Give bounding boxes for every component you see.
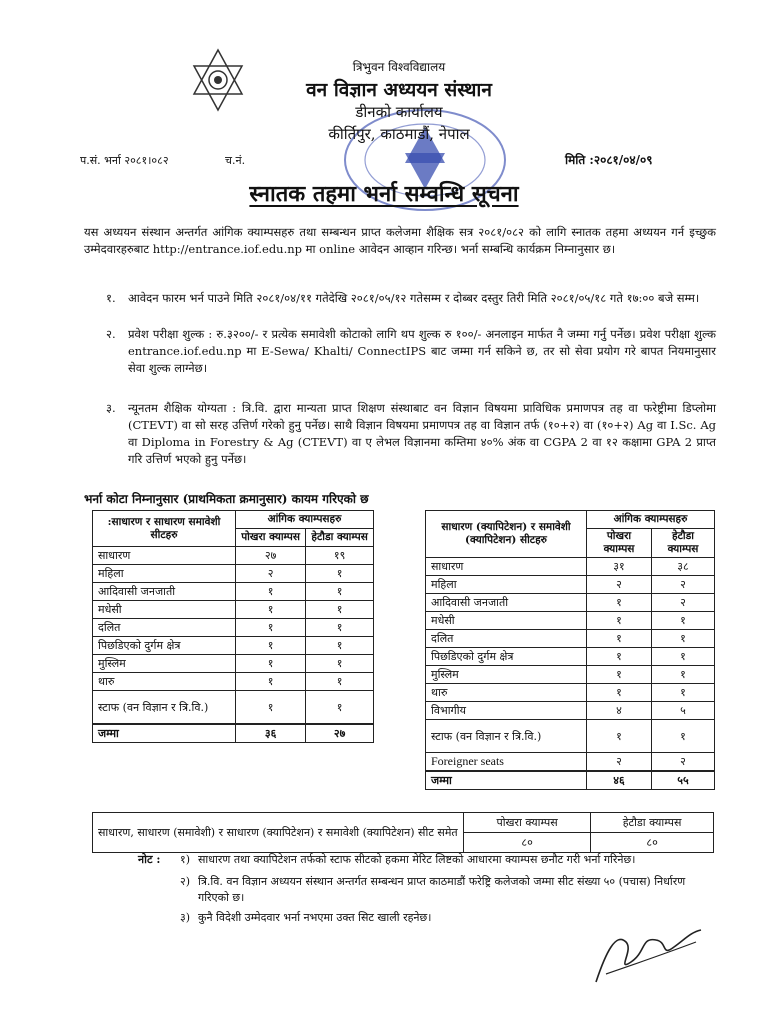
row-label: पिछडिएको दुर्गम क्षेत्र [426, 648, 587, 666]
total-pokhara: ४६ [587, 771, 652, 790]
cell-pokhara: १ [236, 637, 306, 655]
notice-title-text: स्नातक तहमा भर्ना सम्वन्धि सूचना [249, 181, 519, 207]
col-hetauda: हेटौडा क्याम्पस [651, 529, 714, 558]
cell-hetauda: १ [306, 655, 374, 673]
table-row-header: :साधारण र साधारण समावेशी सीटहरु [93, 511, 236, 547]
note-number: २) [180, 875, 191, 888]
row-label: दलित [93, 619, 236, 637]
note-text: त्रि.वि. वन विज्ञान अध्ययन संस्थान अन्तर्गत सम्बन्धन प्राप्त काठमाडौं फरेष्ट्रि कलेजको जम्मा सीट संख्या ५० (पचास) निर्धारण गरिएको छ। [198, 875, 686, 904]
dispatch-number: च.नं. [225, 154, 246, 167]
table-row [93, 583, 374, 601]
cell-hetauda: १ [651, 666, 714, 684]
item-text: प्रवेश परीक्षा शुल्क : रु.३२००/- र प्रत्येक समावेशी कोटाको लागि थप शुल्क रु १००/- अनलाइन मार्फत नै जम्मा गर्नु पर्नेछ। प्रवेश परीक्षा शुल्क entrance.iof.edu.np मा E-Sewa/ Khalti/ ConnectIPS बाट जम्मा गर्न सकिने छ, तर सो सेवा प्रयोग गरे बापत नियमानुसार सेवा शुल्क लाग्नेछ। [128, 327, 716, 375]
cell-pokhara: १ [236, 619, 306, 637]
item-min-qualification [106, 400, 716, 468]
cell-hetauda: १ [306, 673, 374, 691]
row-label: महिला [93, 565, 236, 583]
row-label: मधेसी [93, 601, 236, 619]
cell-hetauda: १ [306, 583, 374, 601]
university-name: त्रिभुवन विश्वविद्यालय [352, 60, 446, 74]
row-label: दलित [426, 630, 587, 648]
cell-hetauda: २ [651, 753, 714, 772]
table-row [93, 601, 374, 619]
table-row [426, 630, 715, 648]
cell-pokhara: ३१ [587, 558, 652, 576]
item-text: न्यूनतम शैक्षिक योग्यता : त्रि.वि. द्वारा मान्यता प्राप्त शिक्षण संस्थाबाट वन विज्ञान विषयमा प्राविधिक प्रमाणपत्र तह वा फरेष्ट्रीमा डिप्लोमा (CTEVT) वा सो सरह उत्तिर्ण गरेको हुनु पर्नेछ। साथै विज्ञान विषयमा प्रमाणपत्र तह वा विज्ञान तर्फ (१०+२) वा (१०+२) Ag वा I.Sc. Ag वा Diploma in Forestry & Ag (CTEVT) वा ए लेभल विज्ञानमा कम्तिमा ४०% अंक वा CGPA 2 वा १२ कक्षामा GPA 2 प्राप्त गरि उत्तिर्ण भएको हुनु पर्नेछ। [128, 401, 716, 466]
table-row [93, 619, 374, 637]
note-item [138, 852, 718, 868]
cell-hetauda: १ [651, 648, 714, 666]
total-hetauda: ५५ [651, 771, 714, 790]
row-label: साधारण [426, 558, 587, 576]
row-label: थारु [426, 684, 587, 702]
table-row-header: साधारण (क्यापिटेशन) र समावेशी (क्यापिटेशन) सीटहरु [426, 511, 587, 558]
table-total-row [426, 771, 715, 790]
total-hetauda: २७ [306, 724, 374, 743]
note-number: ३) [180, 911, 191, 924]
institute-name: वन विज्ञान अध्ययन संस्थान [306, 79, 492, 101]
cell-hetauda: ५ [651, 702, 714, 720]
row-label: पिछडिएको दुर्गम क्षेत्र [93, 637, 236, 655]
row-label: आदिवासी जनजाती [426, 594, 587, 612]
cell-pokhara: १ [236, 655, 306, 673]
note-text: साधारण तथा क्यापिटेशन तर्फको स्टाफ सीटको हकमा मेरिट लिष्टको आधारमा क्याम्पस छनौट गरी भर्ना गरिनेछ। [198, 853, 636, 866]
col-pokhara: पोखरा क्याम्पस [236, 529, 306, 547]
cell-pokhara: १ [587, 630, 652, 648]
handwritten-signature [586, 912, 716, 992]
table-row [426, 684, 715, 702]
cell-pokhara: १ [236, 601, 306, 619]
cell-pokhara: १ [236, 583, 306, 601]
total-pokhara: ३६ [236, 724, 306, 743]
intro-paragraph: यस अध्ययन संस्थान अन्तर्गत आंगिक क्याम्पसहरु तथा सम्बन्धन प्राप्त कलेजमा शैक्षिक सत्र २०८१/०८२ को लागि स्नातक तहमा अध्ययन गर्न इच्छुक उम्मेदवारहरुबाट http://entrance.iof.edu.np मा online आवेदन आव्हान गरिन्छ। भर्ना सम्बन्धि कार्यक्रम निम्नानुसार छ। [84, 225, 716, 256]
quota-heading: भर्ना कोटा निम्नानुसार (प्राथमिकता क्रमानुसार) कायम गरिएको छ [84, 492, 369, 506]
row-label: मुस्लिम [426, 666, 587, 684]
cell-hetauda: १ [306, 565, 374, 583]
table-col-group: आंगिक क्याम्पसहरु [236, 511, 374, 529]
cell-hetauda: १ [306, 637, 374, 655]
table-row [93, 655, 374, 673]
note-text: कुनै विदेशी उम्मेदवार भर्ना नभएमा उक्त सिट खाली रहनेछ। [198, 911, 432, 924]
cell-pokhara: १ [587, 666, 652, 684]
combined-label: साधारण, साधारण (समावेशी) र साधारण (क्यापिटेशन) र समावेशी (क्यापिटेशन) सीट समेत [93, 813, 464, 853]
item-application-dates [106, 290, 716, 307]
cell-pokhara: १ [587, 720, 652, 753]
cell-hetauda: १ [651, 612, 714, 630]
note-item [138, 874, 718, 906]
row-label: मधेसी [426, 612, 587, 630]
cell-hetauda: २ [651, 594, 714, 612]
cell-hetauda: १ [306, 601, 374, 619]
cell-pokhara: १ [587, 594, 652, 612]
item-number: ३. [106, 401, 116, 415]
capitation-seats-table [425, 510, 715, 790]
row-label: साधारण [93, 547, 236, 565]
item-number: १. [106, 291, 116, 305]
row-label: मुस्लिम [93, 655, 236, 673]
table-row [93, 637, 374, 655]
row-label: स्टाफ (वन विज्ञान र त्रि.वि.) [93, 691, 236, 725]
cell-pokhara: २७ [236, 547, 306, 565]
row-label: Foreigner seats [426, 753, 587, 772]
table-row [426, 753, 715, 772]
office-location: कीर्तिपुर, काठमाडौं, नेपाल [328, 125, 470, 143]
cell-pokhara: २ [587, 753, 652, 772]
table-row [426, 594, 715, 612]
table-row [426, 576, 715, 594]
cell-pokhara: १ [587, 612, 652, 630]
table-row [426, 702, 715, 720]
combined-seats-table [92, 812, 714, 853]
notice-title [0, 178, 768, 208]
col-hetauda: हेटौडा क्याम्पस [306, 529, 374, 547]
col-hetauda: हेटौडा क्याम्पस [591, 813, 714, 833]
col-pokhara: पोखरा क्याम्पस [464, 813, 591, 833]
reference-number: प.सं. भर्ना २०८१।०८२ [80, 154, 169, 167]
cell-hetauda: १९ [306, 547, 374, 565]
table-row [93, 547, 374, 565]
table-row [93, 565, 374, 583]
cell-pokhara: ४ [587, 702, 652, 720]
office-name: डीनको कार्यालय [355, 103, 443, 121]
cell-hetauda: १ [306, 691, 374, 725]
table-row [426, 720, 715, 753]
row-label: स्टाफ (वन विज्ञान र त्रि.वि.) [426, 720, 587, 753]
row-label: आदिवासी जनजाती [93, 583, 236, 601]
cell-pokhara: १ [236, 691, 306, 725]
row-label: महिला [426, 576, 587, 594]
cell-hetauda: १ [651, 630, 714, 648]
table-row [426, 666, 715, 684]
cell-hetauda: १ [306, 619, 374, 637]
item-text: आवेदन फारम भर्न पाउने मिति २०८१/०४/११ गतेदेखि २०८१/०५/१२ गतेसम्म र दोब्बर दस्तुर तिरी मिति २०८१/०५/१८ गते १७:०० बजे सम्म। [128, 291, 700, 305]
table-col-group: आंगिक क्याम्पसहरु [587, 511, 715, 529]
col-pokhara: पोखरा क्याम्पस [587, 529, 652, 558]
table-row [426, 612, 715, 630]
item-number: २. [106, 327, 116, 341]
cell-pokhara: १ [587, 684, 652, 702]
table-row [93, 673, 374, 691]
cell-pokhara: ८० [464, 833, 591, 853]
table-total-row [93, 724, 374, 743]
table-row [426, 648, 715, 666]
total-label: जम्मा [93, 724, 236, 743]
cell-pokhara: १ [236, 673, 306, 691]
table-row [426, 558, 715, 576]
cell-pokhara: १ [587, 648, 652, 666]
notice-date: मिति :२०८१/०४/०९ [565, 153, 653, 167]
cell-hetauda: २ [651, 576, 714, 594]
row-label: थारु [93, 673, 236, 691]
cell-pokhara: २ [587, 576, 652, 594]
cell-hetauda: ३८ [651, 558, 714, 576]
general-seats-table [92, 510, 374, 743]
note-number: १) [180, 853, 191, 866]
cell-hetauda: १ [651, 720, 714, 753]
row-label: विभागीय [426, 702, 587, 720]
cell-hetauda: ८० [591, 833, 714, 853]
table-row [93, 691, 374, 725]
cell-hetauda: १ [651, 684, 714, 702]
total-label: जम्मा [426, 771, 587, 790]
item-exam-fee [106, 326, 716, 377]
cell-pokhara: २ [236, 565, 306, 583]
notes-label: नोट : [138, 853, 161, 866]
